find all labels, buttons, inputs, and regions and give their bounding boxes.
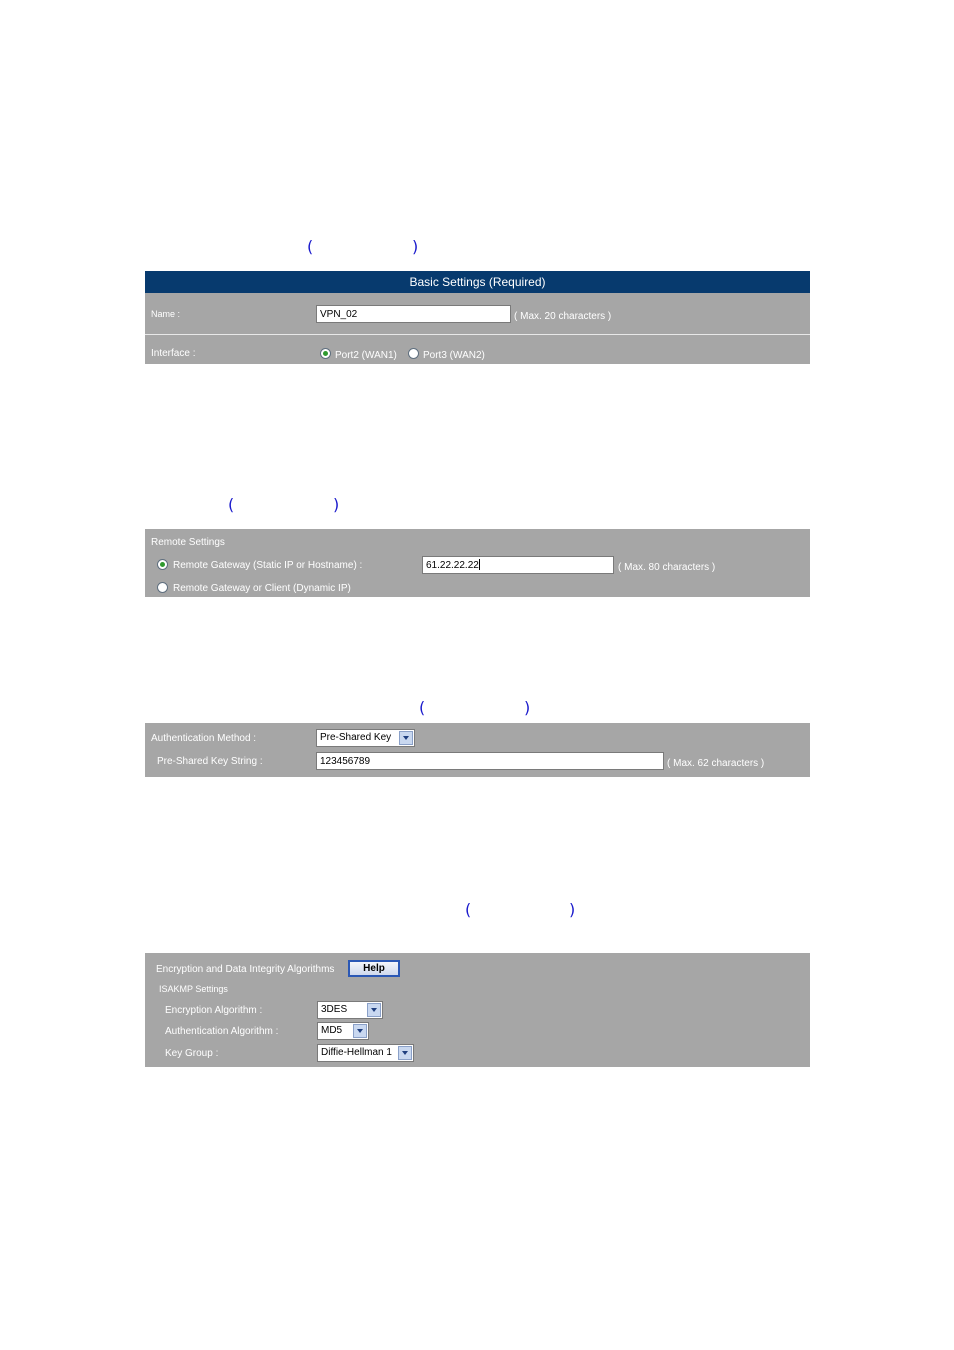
interface-radio-port2[interactable] <box>320 348 331 359</box>
row-divider <box>145 334 810 335</box>
auth-method-label: Authentication Method : <box>151 733 257 744</box>
chevron-down-icon[interactable] <box>398 1046 412 1060</box>
encryption-panel <box>145 953 810 1067</box>
name-label: Name : <box>151 309 181 319</box>
close-paren-2: ) <box>333 495 340 514</box>
open-paren-1: ( <box>307 237 314 256</box>
chevron-down-icon[interactable] <box>367 1003 381 1017</box>
auth-method-value: Pre-Shared Key <box>320 732 392 743</box>
auth-method-select[interactable] <box>316 729 415 747</box>
name-input[interactable] <box>316 305 511 323</box>
psk-hint: ( Max. 62 characters ) <box>667 758 765 769</box>
close-paren-1: ) <box>412 237 419 256</box>
basic-settings-panel <box>145 293 810 364</box>
interface-label: Interface : <box>151 348 196 359</box>
enc-alg-label: Encryption Algorithm : <box>165 1005 263 1016</box>
help-button[interactable]: Help <box>348 960 400 977</box>
isakmp-label: ISAKMP Settings <box>159 984 228 994</box>
key-group-select[interactable] <box>317 1044 414 1062</box>
open-paren-2: ( <box>228 495 235 514</box>
remote-gateway-value: 61.22.22.22 <box>426 560 479 571</box>
name-hint: ( Max. 20 characters ) <box>514 311 612 322</box>
chevron-down-icon[interactable] <box>353 1024 367 1038</box>
remote-settings-title: Remote Settings <box>151 537 225 548</box>
auth-alg-value: MD5 <box>321 1025 343 1036</box>
interface-option-port2: Port2 (WAN1) <box>335 350 397 361</box>
basic-settings-header: Basic Settings (Required) <box>145 271 810 293</box>
remote-gateway-input[interactable] <box>422 556 614 574</box>
enc-alg-select[interactable] <box>317 1001 383 1019</box>
radio-selected-dot <box>160 562 165 567</box>
authentication-panel <box>145 723 810 777</box>
close-paren-3: ) <box>524 698 531 717</box>
radio-selected-dot <box>323 351 328 356</box>
remote-static-label: Remote Gateway (Static IP or Hostname) : <box>173 560 363 571</box>
key-group-value: Diffie-Hellman 1 <box>321 1047 392 1058</box>
remote-dynamic-label: Remote Gateway or Client (Dynamic IP) <box>173 583 351 594</box>
open-paren-4: ( <box>465 900 472 919</box>
remote-static-radio[interactable] <box>157 559 168 570</box>
remote-settings-panel <box>145 529 810 597</box>
open-paren-3: ( <box>419 698 426 717</box>
text-cursor <box>479 559 480 570</box>
auth-alg-select[interactable] <box>317 1022 369 1040</box>
remote-static-hint: ( Max. 80 characters ) <box>618 562 716 573</box>
remote-dynamic-radio[interactable] <box>157 582 168 593</box>
interface-radio-port3[interactable] <box>408 348 419 359</box>
psk-label: Pre-Shared Key String : <box>157 756 263 767</box>
interface-option-port3: Port3 (WAN2) <box>423 350 485 361</box>
enc-alg-value: 3DES <box>321 1004 348 1015</box>
chevron-down-icon[interactable] <box>399 731 413 745</box>
close-paren-4: ) <box>569 900 576 919</box>
psk-input[interactable] <box>316 752 664 770</box>
auth-alg-label: Authentication Algorithm : <box>165 1026 279 1037</box>
encryption-title: Encryption and Data Integrity Algorithms <box>156 964 335 975</box>
key-group-label: Key Group : <box>165 1048 219 1059</box>
